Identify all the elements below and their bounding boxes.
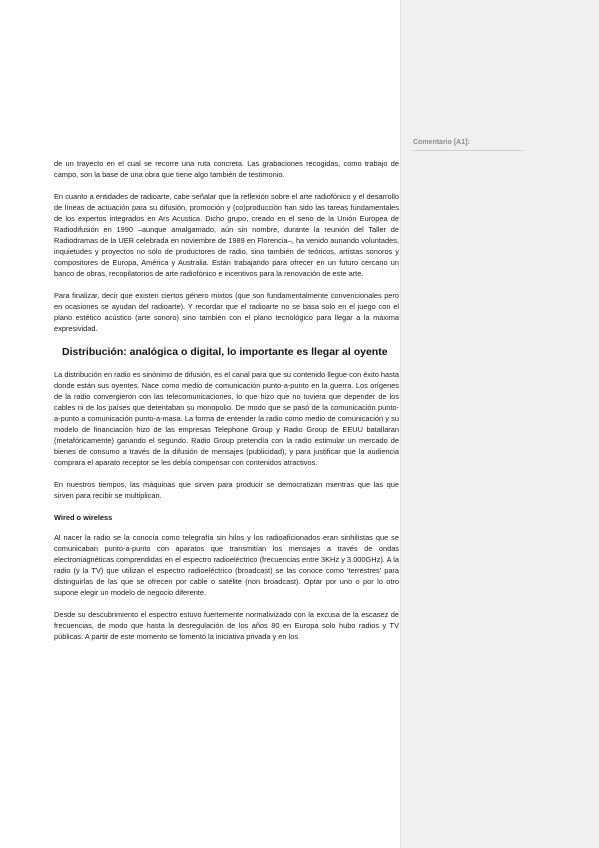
- comment-label[interactable]: Comentario [A1]:: [413, 139, 470, 146]
- paragraph: En cuanto a entidades de radioarte, cabe señalar que la reflexión sobre el arte radiofónico y el desarrollo de líneas de actuación para su difusión, promoción y (co)producción han sido las tareas fundamentales de los expertos integrados en Ars Acustica. Dicho grupo, creado en el seno de la Unión Europea de Radiodifusión en 1990 –aunque amalgamado, aún sin nombre, durante la reunión del Taller de Radiodramas de la UER celebrada en noviembre de 1989 en Florencia–, ha venido aunando voluntades, inquietudes y proyectos no sólo de productores de radio, sino también de teóricos, artistas sonoros y compositores de Europa, América y Australia. Están trabajando para ofrecer en un futuro cercano un banco de obras, recopilatorios de arte radiofónico e incentivos para la renovación de este arte.: [54, 192, 399, 278]
- subsection-heading: Wired o wireless: [54, 513, 113, 522]
- paragraph: de un trayecto en el cual se recorre una ruta concreta. Las grabaciones recogidas, como trabajo de campo, son la base de una obra que tiene algo también de testimonio.: [54, 159, 399, 179]
- comments-pane: [400, 0, 599, 848]
- section-heading: Distribución: analógica o digital, lo importante es llegar al oyente: [62, 346, 388, 358]
- comment-divider: [413, 150, 523, 151]
- paragraph: Para finalizar, decir que existen ciertos género mixtos (que son fundamentalmente convencionales pero en ocasiones se ayudan del radioarte). Y recordar que el radioarte no se basa solo en el juego con el plano estético acústico (arte sonoro) sino también con el plano tecnológico para llegar a la máxima expresividad.: [54, 291, 399, 333]
- paragraph: Desde su descubrimiento el espectro estuvo fuertemente normalivizado con la excusa de la escasez de frecuencias, de modo que hasta la desregulación de los años 80 en Europa solo hubo radios y TV públicas. A partir de este momento se fomentó la iniciativa privada y en los: [54, 610, 399, 641]
- document-body: [54, 158, 399, 653]
- paragraph: Al nacer la radio se la conocía como telegrafía sin hilos y los radioaficionados eran sinhilistas que se comunicaban punto-a-punto con aparatos que transmitían los mensajes a través de ondas electromagnéticas comprendidas en el espectro radioeléctrico (frecuencias entre 3KHz y 3.000GHz). A la radio (y la TV) que utilizan el espectro radioeléctrico (broadcast) se las conoce como 'terrestres' para distinguirlas de las que se ofrecen por cable o satélite (non broadcast). Optar por uno o por lo otro supone elegir un modelo de negocio diferente.: [54, 533, 399, 597]
- paragraph: La distribución en radio es sinónimo de difusión, es el canal para que su contenido llegue con éxito hasta donde están sus oyentes. Nace como medio de comunicación punto-a-punto en la guerra. Los orígenes de la radio convergieron con las telecomunicaciones, lo que hizo que no tuviera que depender de los cables ni de los países que detentaban su monopolio. De modo que se pasó de la comunicación punto-a-punto a comunicación punto-a-masa. La forma de entender la radio como medio de comunicación y su modelo de financiación hizo de las empresas Telephone Group y Radio Group de EEUU batallaran (metafóricamente) ganando el segundo. Radio Group pretendía con la radio estimular un mercado de bienes de consumo a través de la difusión de mensajes (publicidad), y para justificar que la audiencia comprara el aparato receptor se les debía compensar con contenidos atractivos.: [54, 370, 399, 467]
- paragraph: En nuestros tiempos, las máquinas que sirven para producir se democratizan mientras que las que sirven para recibir se multiplican.: [54, 480, 399, 500]
